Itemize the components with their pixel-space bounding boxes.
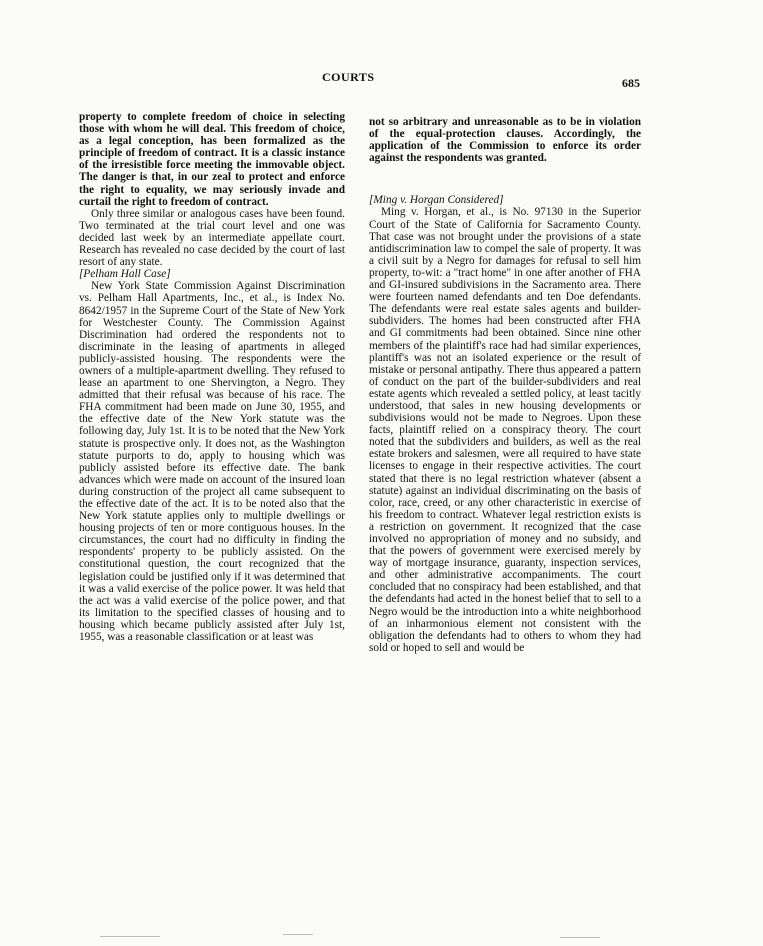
section-heading-ming-v-horgan: [Ming v. Horgan Considered]	[369, 194, 504, 207]
right-paragraph-1: not so arbitrary and unreasonable as to be in violation of the equal-protection clauses. Accordingly, the application of the Commission to enforce its order against the respondents was granted.	[369, 116, 641, 165]
page-number: 685	[622, 76, 640, 90]
left-paragraph-2: Only three similar or analogous cases have been found. Two terminated at the trial court level and one was decided last week by an intermediate appellate court. Research has revealed no case decided by the court of last resort of any state.	[79, 207, 345, 269]
scan-artifact-line	[100, 936, 160, 937]
scan-artifact-line	[283, 934, 313, 935]
right-paragraph-2: Ming v. Horgan, et al., is No. 97130 in the Superior Court of the State of California for Sacramento County. That case was not brought under the provisions of a state antidiscrimination law to compel the sale of property. It was a civil suit by a Negro for damages for refusal to sell him property, to-wit: a "tract home" in one after another of FHA and GI-insured subdivisions in the Sacramento area. There were fourteen named defendants and ten Doe defendants. The defendants were real estate sales agents and builder-subdividers. The homes had been constructed after FHA and GI commitments had been obtained. Since nine other members of the plaintiff's race had had similar experiences, plantiff's was not an isolated experience or the result of mistake or personal antipathy. There thus appeared a pattern of conduct on the part of the builder-subdividers and real estate agents which revealed a settled policy, at least tacitly understood, that sales in new housing developments or subdivisions would not be made to Negroes. Upon these facts, plaintiff relied on a conspiracy theory. The court noted that the subdividers and builders, as well as the real estate brokers and salesmen, were all required to have state licenses to engage in their respective activities. The court stated that there is no legal restriction whatever (absent a statute) against an individual discriminating on the basis of color, race, creed, or any other characteristic in exercise of his freedom to contract. Whatever legal restriction exists is a restriction on government. It recognized that the case involved no appropriation of money and no subsidy, and that the powers of government were exercised merely by way of mortgage insurance, guaranty, inspection services, and other administrative accompaniments. The court concluded that no conspiracy had been established, and that the defendants had acted in the honest belief that to sell to a Negro would be the introduction into a white neighborhood of an inharmonious element not consistent with the obligation the defendants had to others to whom they had sold or hoped to sell and would be	[369, 206, 641, 654]
section-heading-pelham-hall: [Pelham Hall Case]	[79, 268, 171, 281]
running-head	[0, 70, 763, 90]
scan-artifact-line	[560, 937, 600, 938]
left-paragraph-3: New York State Commission Against Discrimination vs. Pelham Hall Apartments, Inc., et al., is Index No. 8642/1957 in the Supreme Court of the State of New York for Westchester County. The Commission Against Discrimination had ordered the respondents not to discriminate in the leasing of apartments in alleged publicly-assisted housing. The respondents were the owners of a multiple-apartment dwelling. They refused to lease an apartment to one Shervington, a Negro. They admitted that their refusal was because of his race. The FHA commitment had been made on June 30, 1955, and the effective date of the New York statute was the following day, July 1st. It is to be noted that the New York statute is prospective only. It does not, as the Washington statute purports to do, apply to housing which was publicly assisted before its effective date. The bank advances which were made on account of the insured loan during construction of the project all came subsequent to the effective date of the act. It is to be noted also that the New York statute applies only to multiple dwellings or housing projects of ten or more contiguous houses. In the circumstances, the court had no difficulty in finding the respondents' property to be publicly assisted. On the constitutional question, the court recognized that the legislation could be justified only if it was determined that it was a valid exercise of the police power. It was held that the act was a valid exercise of the police power, and that its limitation to the specified classes of housing and to housing which became publicly assisted after July 1st, 1955, was a reasonable classification or at least was	[79, 280, 345, 644]
right-column	[369, 116, 641, 654]
left-column	[79, 111, 345, 643]
running-title: COURTS	[322, 70, 375, 84]
left-paragraph-1: property to complete freedom of choice in selecting those with whom he will deal. This freedom of choice, as a legal conception, has been formalized as the principle of freedom of contract. It is a classic instance of the irresistible force meeting the immovable object. The danger is that, in our zeal to protect and enforce the right to equality, we may seriously invade and curtail the right to freedom of contract.	[79, 111, 345, 208]
